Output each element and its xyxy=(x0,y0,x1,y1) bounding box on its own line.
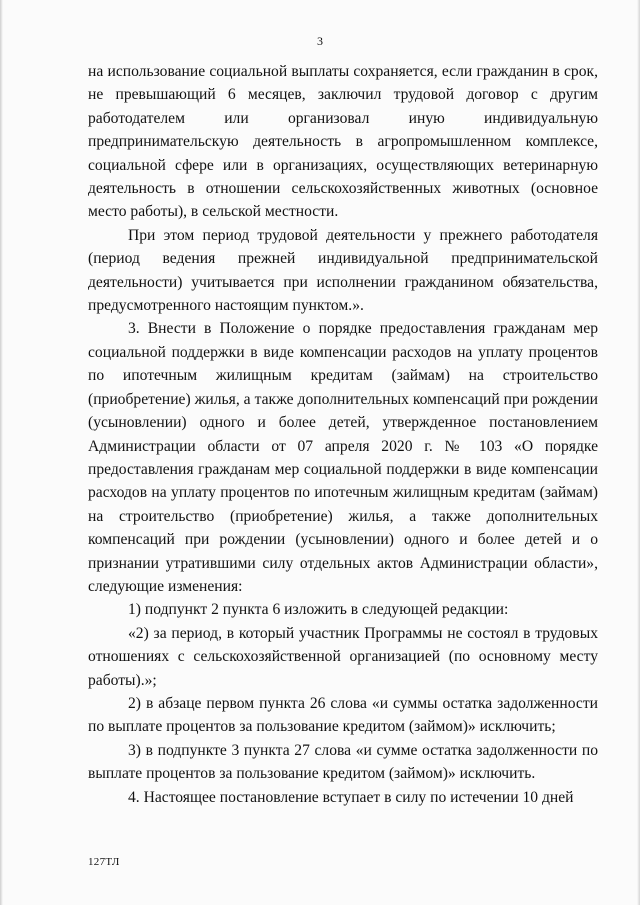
paragraph-subitem-3: 3) в подпункте 3 пункта 27 слова «и сумме остатка задолженности по выплате процентов за пользование кредитом (займом)» исключить. xyxy=(88,741,598,783)
page-number: 3 xyxy=(317,34,323,48)
scan-edge-left xyxy=(0,0,3,905)
paragraph-subitem-2: 2) в абзаце первом пункта 26 слова «и суммы остатка задолженности по выплате процентов за пользование кредитом (займом)» исключить; xyxy=(88,694,598,736)
paragraph-quoted-subitem-2: «2) за период, в который участник Программы не состоял в трудовых отношениях с сельскохозяйственной организацией (по основному месту работы).»; xyxy=(88,624,598,689)
paragraph-item-4: 4. Настоящее постановление вступает в силу по истечении 10 дней xyxy=(128,788,574,806)
document-body xyxy=(88,60,598,809)
paragraph-continuation: на использование социальной выплаты сохраняется, если гражданин в срок, не превышающий 6 месяцев, заключил трудовой договор с другим работодателем или организовал иную индивидуальную предпринимательскую деятельность в агропромышленном комплексе, социальной сфере или в организациях, осуществляющих ветеринарную деятельность в отношении сельскохозяйственных животных (основное место работы), в сельской местности. xyxy=(88,63,598,221)
paragraph-item-3: 3. Внести в Положение о порядке предоставления гражданам мер социальной поддержки в виде компенсации расходов на уплату процентов по ипотечным жилищным кредитам (займам) на строительство (приобретение) жилья, а также дополнительных компенсаций при рождении (усыновлении) одного и более детей, утвержденное постановлением Администрации области от 07 апреля 2020 г. № 103 «О порядке предоставления гражданам мер социальной поддержки в виде компенсации расходов на уплату процентов по ипотечным жилищным кредитам (займам) на строительство (приобретение) жилья, а также дополнительных компенсаций при рождении (усыновлении) одного и более детей и о признании утратившими силу отдельных актов Администрации области», следующие изменения: xyxy=(88,320,598,595)
paragraph-work-period: При этом период трудовой деятельности у прежнего работодателя (период ведения прежней индивидуальной предпринимательской деятельности) учитывается при исполнении гражданином обязательства, предусмотренного настоящим пунктом.». xyxy=(88,226,598,315)
document-code: 127ТЛ xyxy=(88,856,120,868)
paragraph-subitem-1: 1) подпункт 2 пункта 6 изложить в следующей редакции: xyxy=(128,601,509,619)
